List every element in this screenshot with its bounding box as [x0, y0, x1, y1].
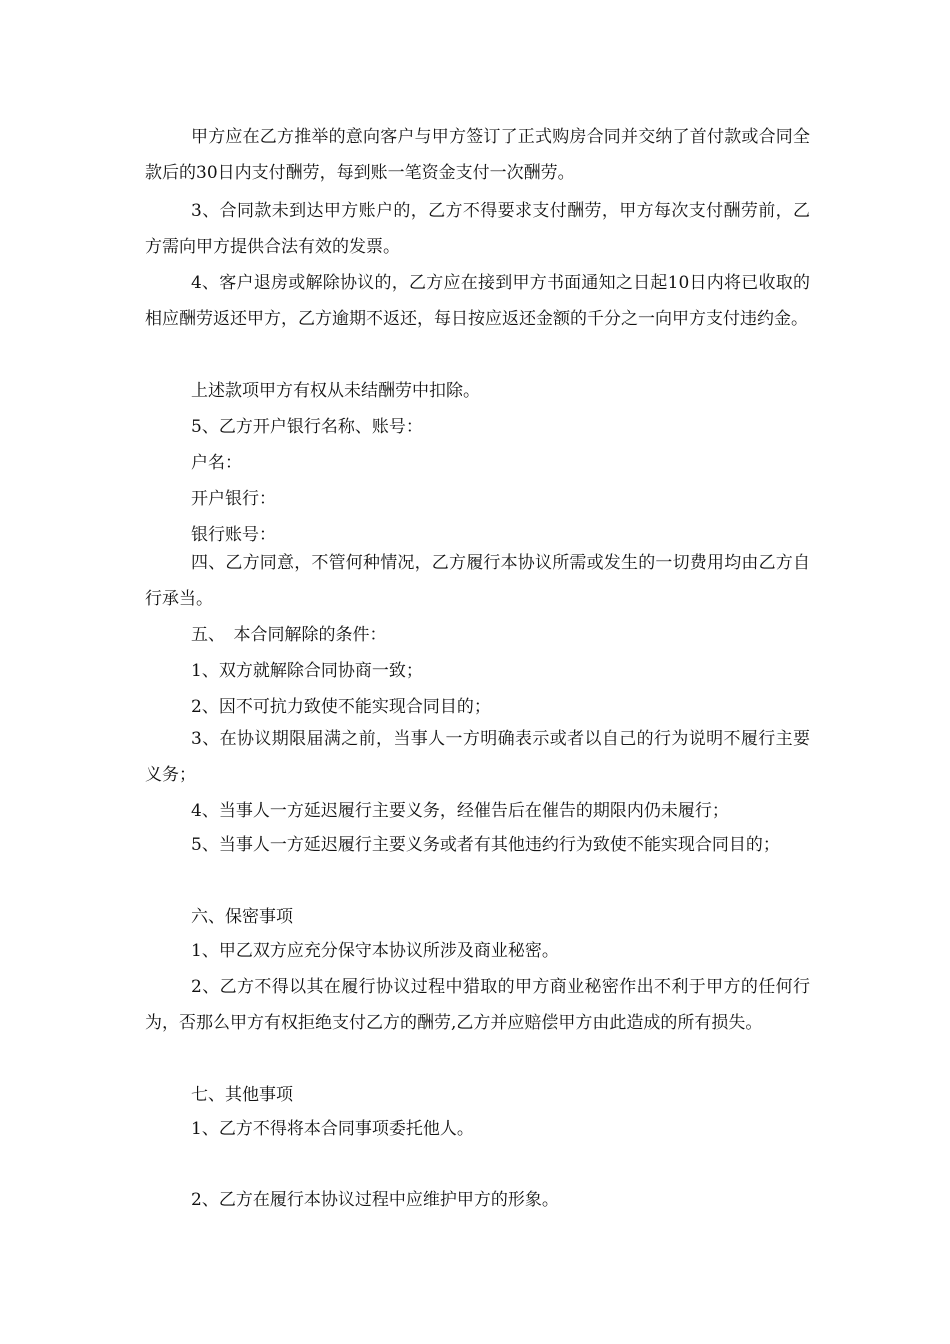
paragraph-deduction: 上述款项甲方有权从未结酬劳中扣除。	[191, 381, 480, 401]
paragraph-termination-2: 2、因不可抗力致使不能实现合同目的；	[191, 697, 491, 717]
paragraph-clause-5-bank: 5、乙方开户银行名称、账号：	[191, 417, 423, 437]
paragraph-termination-3: 3、在协议期限届满之前，当事人一方明确表示或者以自己的行为说明不履行主要义务；	[145, 729, 810, 785]
paragraph-payment-timing: 甲方应在乙方推举的意向客户与甲方签订了正式购房合同并交纳了首付款或合同全款后的30日内支付酬劳，每到账一笔资金支付一次酬劳。	[145, 127, 810, 183]
paragraph-confidentiality-2: 2、乙方不得以其在履行协议过程中猎取的甲方商业秘密作出不利于甲方的任何行为，否那么甲方有权拒绝支付乙方的酬劳,乙方并应赔偿甲方由此造成的所有损失。	[145, 977, 810, 1033]
heading-section-6-confidentiality: 六、保密事项	[191, 907, 293, 927]
paragraph-termination-1: 1、双方就解除合同协商一致；	[191, 661, 423, 681]
paragraph-confidentiality-1: 1、甲乙双方应充分保守本协议所涉及商业秘密。	[191, 941, 559, 961]
paragraph-clause-3-invoice: 3、合同款未到达甲方账户的，乙方不得要求支付酬劳，甲方每次支付酬劳前，乙方需向甲方提供合法有效的发票。	[145, 201, 810, 257]
paragraph-section-4-costs: 四、乙方同意，不管何种情况，乙方履行本协议所需或发生的一切费用均由乙方自行承当。	[145, 553, 810, 609]
heading-section-7-other: 七、其他事项	[191, 1085, 293, 1105]
paragraph-clause-4-refund: 4、客户退房或解除协议的，乙方应在接到甲方书面通知之日起10日内将已收取的相应酬劳返还甲方，乙方逾期不返还，每日按应返还金额的千分之一向甲方支付违约金。	[145, 273, 810, 329]
paragraph-account-name: 户名：	[191, 453, 242, 473]
paragraph-termination-4: 4、当事人一方延迟履行主要义务，经催告后在催告的期限内仍未履行；	[191, 801, 729, 821]
paragraph-termination-5: 5、当事人一方延迟履行主要义务或者有其他违约行为致使不能实现合同目的；	[191, 835, 780, 855]
paragraph-other-1: 1、乙方不得将本合同事项委托他人。	[191, 1119, 474, 1139]
paragraph-account-number: 银行账号：	[191, 525, 276, 545]
paragraph-bank-name: 开户银行：	[191, 489, 276, 509]
heading-section-5-termination: 五、 本合同解除的条件：	[191, 625, 387, 645]
paragraph-other-2: 2、乙方在履行本协议过程中应维护甲方的形象。	[191, 1190, 559, 1210]
